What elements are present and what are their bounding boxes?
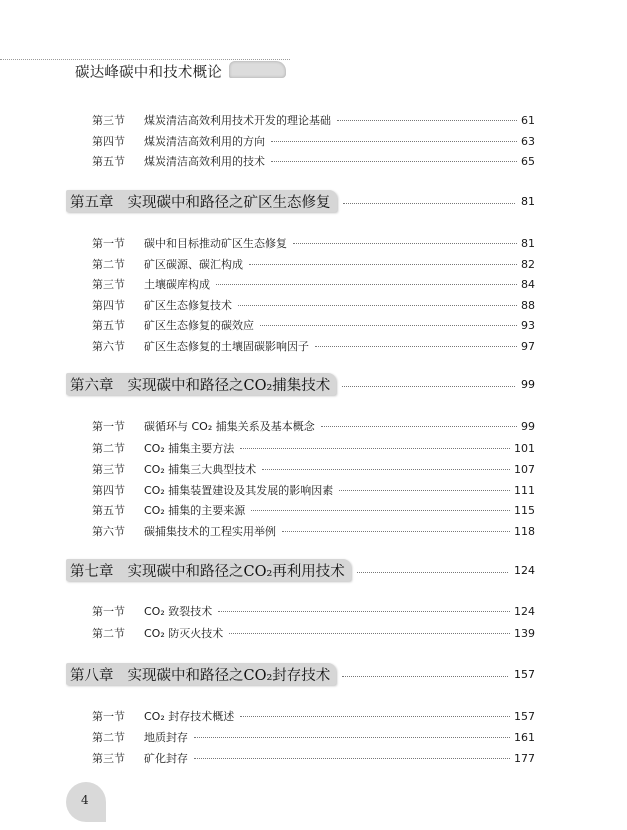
chapter-label-box [66, 190, 337, 212]
chapter-title: 实现碳中和路径之CO₂再利用技术 [127, 563, 345, 580]
section-page: 97 [521, 340, 535, 353]
dot-leader [293, 243, 517, 244]
section-number: 第一节 [92, 605, 125, 618]
section-page: 84 [521, 278, 535, 291]
chapter-page: 124 [514, 563, 535, 577]
section-number: 第一节 [92, 710, 125, 723]
dot-leader [218, 611, 510, 612]
section-page: 93 [521, 319, 535, 332]
section-number: 第三节 [92, 752, 125, 765]
dot-leader [262, 469, 510, 470]
section-number: 第一节 [92, 237, 125, 250]
dot-leader [343, 203, 516, 204]
dot-leader [271, 161, 517, 162]
section-number: 第二节 [92, 258, 125, 271]
chapter-number: 第五章 [70, 194, 114, 211]
section-title: CO₂ 捕集的主要来源 [144, 504, 246, 517]
section-number: 第六节 [92, 525, 125, 538]
dot-leader [339, 490, 510, 491]
toc-section-row [92, 461, 535, 477]
section-page: 177 [514, 752, 535, 765]
chapter-number: 第六章 [70, 377, 114, 394]
toc-section-row [92, 625, 535, 641]
section-page: 139 [514, 627, 535, 640]
section-page: 101 [514, 442, 535, 455]
chapter-page: 99 [521, 377, 535, 391]
dot-leader [251, 510, 510, 511]
dot-leader [342, 386, 515, 387]
section-number: 第三节 [92, 114, 125, 127]
toc-section-row [92, 112, 535, 128]
section-number: 第三节 [92, 278, 125, 291]
book-title: 碳达峰碳中和技术概论 [75, 65, 222, 81]
chapter-heading [66, 662, 535, 686]
toc-section-row [92, 482, 535, 498]
toc-section-row [92, 418, 535, 434]
section-number: 第二节 [92, 731, 125, 744]
section-title: 碳捕集技术的工程实用举例 [144, 525, 276, 538]
section-title: 土壤碳库构成 [144, 278, 210, 291]
section-title: CO₂ 捕集主要方法 [144, 442, 235, 455]
section-page: 88 [521, 299, 535, 312]
dot-leader [321, 426, 517, 427]
dot-leader [315, 346, 517, 347]
toc-section-row [92, 153, 535, 169]
section-page: 161 [514, 731, 535, 744]
section-title: 地质封存 [144, 731, 188, 744]
section-title: 矿区碳源、碳汇构成 [144, 258, 243, 271]
section-title: 煤炭清洁高效利用技术开发的理论基础 [144, 114, 331, 127]
section-title: CO₂ 致裂技术 [144, 605, 213, 618]
chapter-page: 81 [521, 194, 535, 208]
section-number: 第五节 [92, 319, 125, 332]
section-number: 第二节 [92, 627, 125, 640]
chapter-heading [66, 189, 535, 213]
section-page: 115 [514, 504, 535, 517]
section-title: CO₂ 封存技术概述 [144, 710, 235, 723]
chapter-label-box [66, 663, 336, 685]
chapter-title: 实现碳中和路径之CO₂封存技术 [127, 667, 331, 684]
dot-leader [240, 448, 510, 449]
toc-section-row [92, 297, 535, 313]
section-title: 碳中和目标推动矿区生态修复 [144, 237, 287, 250]
toc-section-row [92, 338, 535, 354]
toc-section-row [92, 729, 535, 745]
section-title: CO₂ 捕集装置建设及其发展的影响因素 [144, 484, 334, 497]
section-title: CO₂ 防灭火技术 [144, 627, 224, 640]
section-page: 124 [514, 605, 535, 618]
section-title: 矿化封存 [144, 752, 188, 765]
section-title: 碳循环与 CO₂ 捕集关系及基本概念 [144, 420, 315, 433]
section-number: 第五节 [92, 504, 125, 517]
toc-section-row [92, 276, 535, 292]
toc-section-row [92, 502, 535, 518]
section-page: 107 [514, 463, 535, 476]
section-number: 第三节 [92, 463, 125, 476]
toc-section-row [92, 235, 535, 251]
section-page: 61 [521, 114, 535, 127]
section-page: 65 [521, 155, 535, 168]
dot-leader [260, 325, 517, 326]
toc-section-row [92, 317, 535, 333]
chapter-number: 第八章 [70, 667, 114, 684]
section-title: 矿区生态修复的碳效应 [144, 319, 254, 332]
section-title: 煤炭清洁高效利用的技术 [144, 155, 265, 168]
chapter-number: 第七章 [70, 563, 114, 580]
section-number: 第一节 [92, 420, 125, 433]
dot-leader [229, 633, 510, 634]
chapter-label-box [66, 373, 336, 395]
dot-leader [282, 531, 510, 532]
section-number: 第四节 [92, 484, 125, 497]
section-page: 82 [521, 258, 535, 271]
toc-section-row [92, 133, 535, 149]
section-title: 矿区生态修复技术 [144, 299, 232, 312]
toc-section-row [92, 708, 535, 724]
chapter-page: 157 [514, 667, 535, 681]
dot-leader [271, 141, 517, 142]
chapter-heading [66, 372, 535, 396]
dot-leader [216, 284, 517, 285]
chapter-label-box [66, 559, 351, 581]
section-number: 第二节 [92, 442, 125, 455]
dot-leader [337, 120, 517, 121]
section-number: 第四节 [92, 135, 125, 148]
dot-leader [240, 716, 510, 717]
section-page: 81 [521, 237, 535, 250]
dot-leader [194, 758, 510, 759]
page-number: 4 [81, 793, 89, 807]
section-page: 118 [514, 525, 535, 538]
section-title: 煤炭清洁高效利用的方向 [144, 135, 265, 148]
section-page: 99 [521, 420, 535, 433]
toc-section-row [92, 256, 535, 272]
toc-section-row [92, 603, 535, 619]
chapter-title: 实现碳中和路径之矿区生态修复 [127, 194, 331, 211]
chapter-heading [66, 558, 535, 582]
section-title: 矿区生态修复的土壤固碳影响因子 [144, 340, 309, 353]
section-title: CO₂ 捕集三大典型技术 [144, 463, 257, 476]
dot-leader [249, 264, 517, 265]
dot-leader [342, 676, 508, 677]
section-page: 63 [521, 135, 535, 148]
chapter-title: 实现碳中和路径之CO₂捕集技术 [127, 377, 331, 394]
toc-section-row [92, 440, 535, 456]
dot-leader [194, 737, 510, 738]
dot-leader [357, 572, 508, 573]
toc-section-row [92, 523, 535, 539]
section-page: 157 [514, 710, 535, 723]
dot-leader [238, 305, 517, 306]
toc-section-row [92, 750, 535, 766]
section-number: 第六节 [92, 340, 125, 353]
section-page: 111 [514, 484, 535, 497]
section-number: 第四节 [92, 299, 125, 312]
section-number: 第五节 [92, 155, 125, 168]
